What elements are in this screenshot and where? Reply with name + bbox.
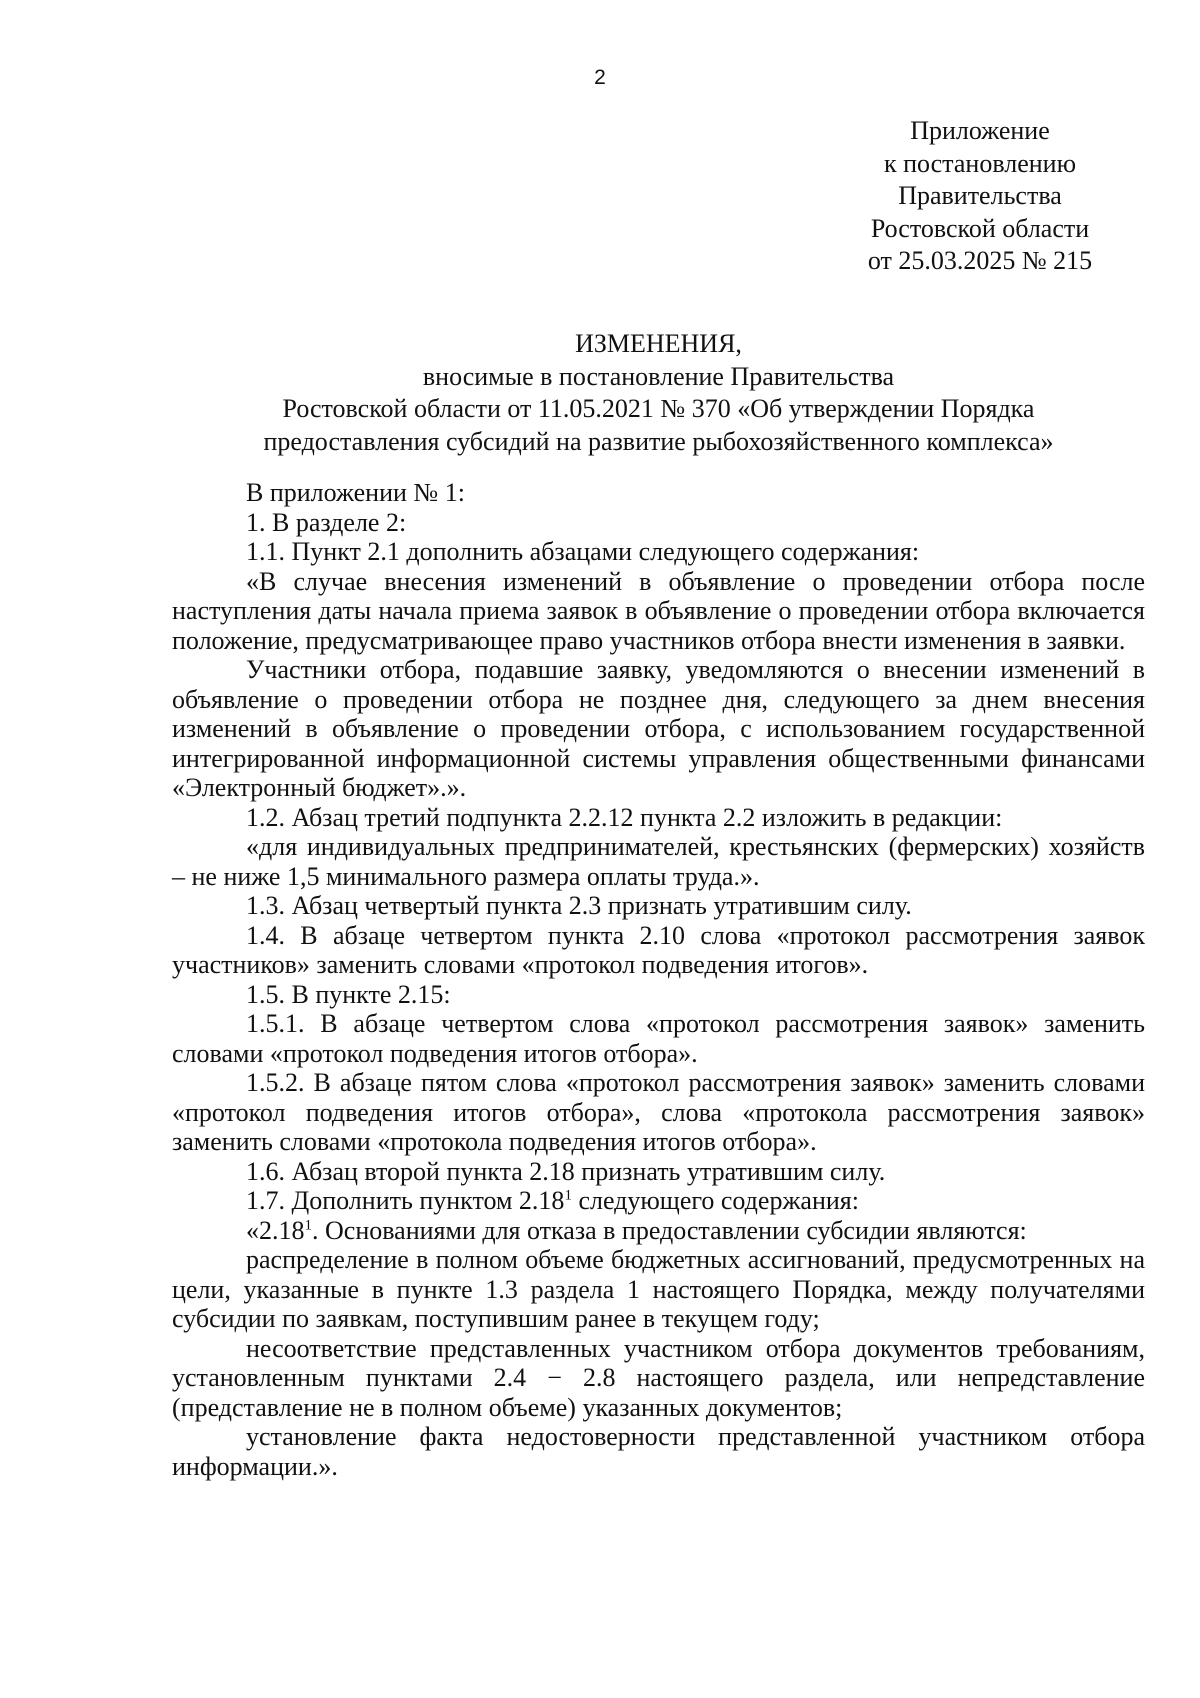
paragraph: «для индивидуальных предпринимателей, крестьянских (фермерских) хозяйств – не ниже 1,5 минимального размера оплаты труда.». xyxy=(172,832,1145,891)
title-line: вносимые в постановление Правительства xyxy=(422,361,895,391)
paragraph xyxy=(172,1186,1145,1216)
title-line: Ростовской области от 11.05.2021 № 370 «Об утверждении Порядка xyxy=(282,394,1035,423)
appendix-line: Правительства xyxy=(898,181,1062,210)
paragraph-text: 1.7. Дополнить пунктом 2.18 xyxy=(246,1186,565,1215)
paragraph: 1.3. Абзац четвертый пункта 2.3 признать утратившим силу. xyxy=(246,891,912,920)
appendix-line: к постановлению xyxy=(883,148,1077,178)
superscript: 1 xyxy=(304,1216,312,1233)
paragraph xyxy=(172,1216,1145,1246)
paragraph: Участники отбора, подавшие заявку, уведомляются о внесении изменений в объявление о проведении отбора не позднее дня, следующего за днем внесения изменений в объявление о проведении отбора, с использованием государственной интегрированной информационной системы управления общественными финансами «Электронный бюджет».». xyxy=(172,655,1145,802)
paragraph: В приложении № 1: xyxy=(246,478,465,507)
paragraph-text: «2.18 xyxy=(246,1215,305,1245)
document-body xyxy=(172,478,1145,1481)
paragraph: «В случае внесения изменений в объявление о проведении отбора после наступления даты начала приема заявок в объявление о проведении отбора включается положение, предусматривающее право участников отбора внести изменения в заявки. xyxy=(172,566,1145,655)
appendix-line: Приложение xyxy=(910,116,1050,145)
paragraph: 1.1. Пункт 2.1 дополнить абзацами следующего содержания: xyxy=(246,537,920,566)
document-title xyxy=(172,328,1145,458)
paragraph: 1.2. Абзац третий подпункта 2.2.12 пункта 2.2 изложить в редакции: xyxy=(246,802,1003,832)
paragraph-text: . Основаниями для отказа в предоставлении субсидии являются: xyxy=(312,1215,1027,1245)
paragraph: 1.5.1. В абзаце четвертом слова «протокол рассмотрения заявок» заменить словами «протокол подведения итогов отбора». xyxy=(172,1009,1145,1068)
title-heading: ИЗМЕНЕНИЯ, xyxy=(575,329,742,358)
paragraph: распределение в полном объеме бюджетных ассигнований, предусмотренных на цели, указанные в пункте 1.3 раздела 1 настоящего Порядка, между получателями субсидии по заявкам, поступившим ранее в текущем году; xyxy=(172,1245,1145,1333)
paragraph: 1.5.2. В абзаце пятом слова «протокол рассмотрения заявок» заменить словами «протокол подведения итогов отбора», слова «протокола рассмотрения заявок» заменить словами «протокола подведения итогов отбора». xyxy=(172,1068,1145,1156)
page-number: 2 xyxy=(594,66,606,89)
paragraph: 1. В разделе 2: xyxy=(246,507,407,537)
paragraph: 1.6. Абзац второй пункта 2.18 признать утратившим силу. xyxy=(246,1156,886,1186)
paragraph: 1.4. В абзаце четвертом пункта 2.10 слова «протокол рассмотрения заявок участников» заменить словами «протокол подведения итогов». xyxy=(172,920,1145,979)
paragraph: установление факта недостоверности представленной участником отбора информации.». xyxy=(172,1422,1145,1481)
appendix-line: от 25.03.2025 № 215 xyxy=(867,246,1093,275)
appendix-header xyxy=(840,115,1120,278)
paragraph-text: следующего содержания: xyxy=(571,1186,859,1215)
superscript: 1 xyxy=(564,1187,572,1204)
appendix-line: Ростовской области xyxy=(870,213,1090,243)
title-line: предоставления субсидий на развитие рыбохозяйственного комплекса» xyxy=(263,426,1054,456)
paragraph: несоответствие представленных участником отбора документов требованиям, установленным пунктами 2.4 − 2.8 настоящего раздела, или непредставление (представление не в полном объеме) указанных документов; xyxy=(172,1333,1145,1422)
paragraph: 1.5. В пункте 2.15: xyxy=(246,979,451,1009)
